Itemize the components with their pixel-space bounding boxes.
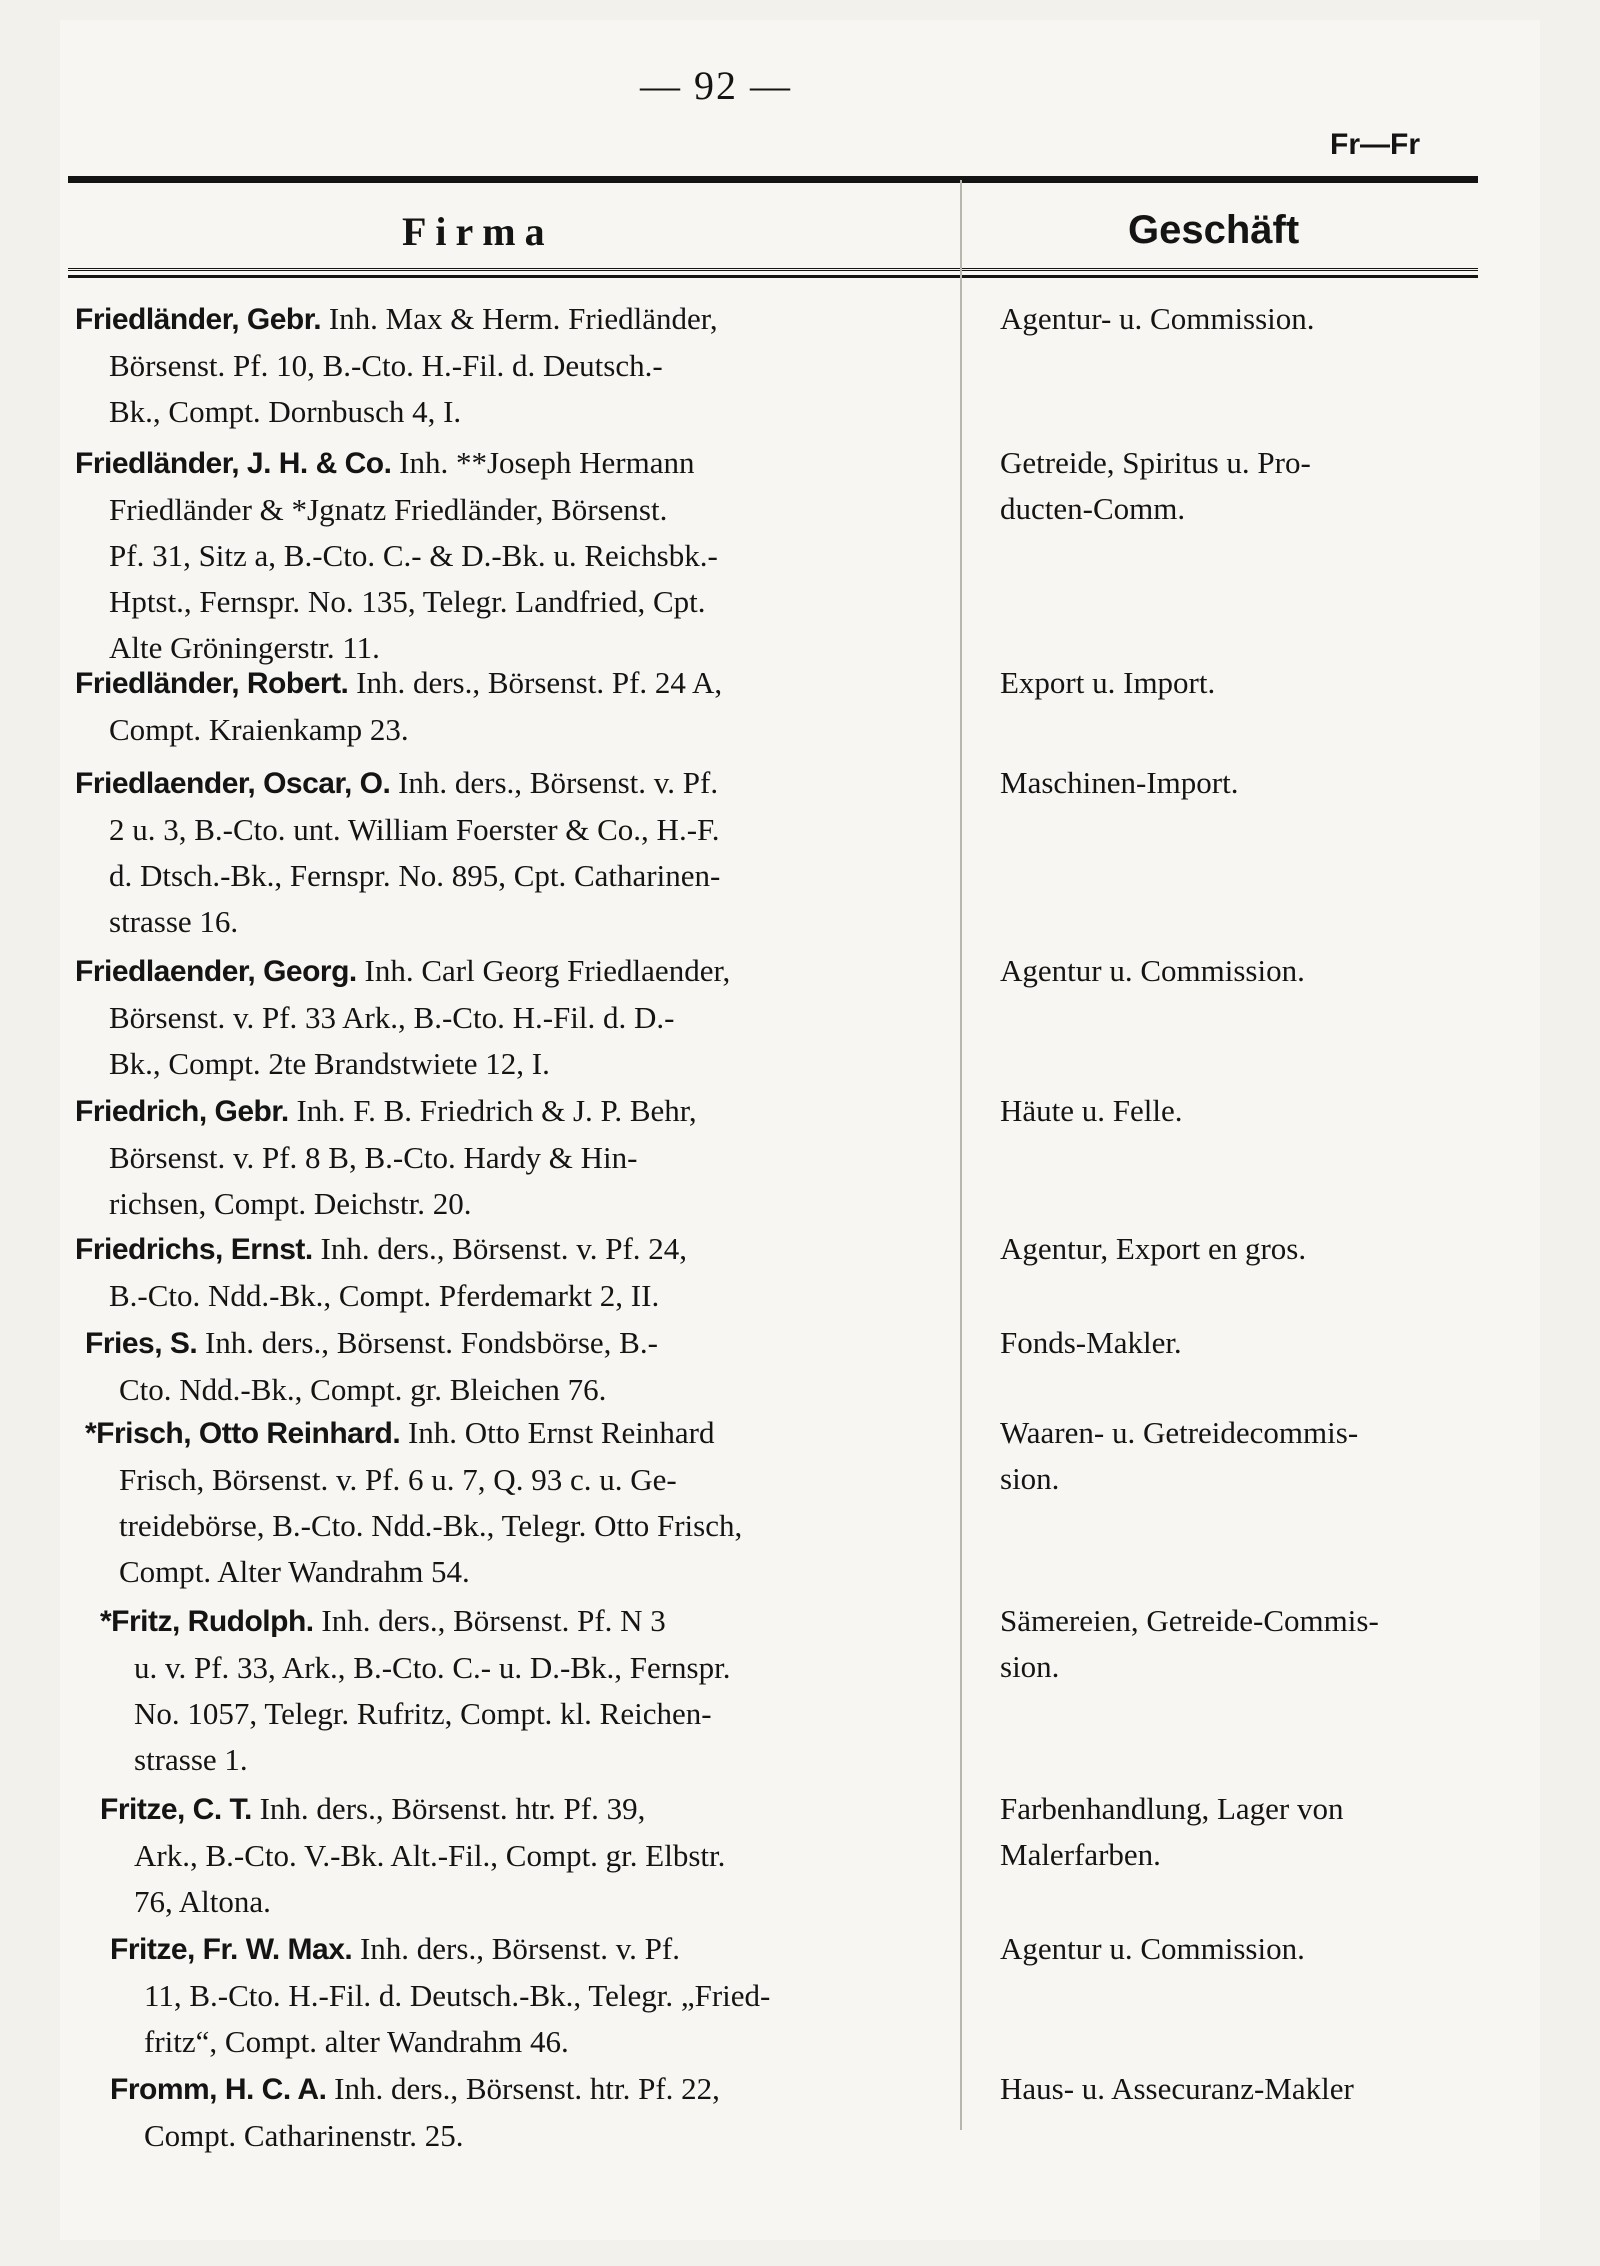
page-range-header: Fr—Fr: [1330, 128, 1420, 161]
firma-line: [75, 660, 955, 707]
geschaeft-line: Agentur, Export en gros.: [1000, 1231, 1307, 1266]
firma-line: [75, 440, 955, 487]
entry-geschaeft: [1000, 660, 1520, 706]
firma-line: richsen, Compt. Deichstr. 20.: [109, 1186, 472, 1221]
geschaeft-line: Sämereien, Getreide-Commis-: [1000, 1603, 1379, 1638]
geschaeft-line: Waaren- u. Getreidecommis-: [1000, 1415, 1359, 1450]
entry-geschaeft: [1000, 1320, 1520, 1366]
firm-name: Fritze, C. T.: [100, 1793, 252, 1826]
entry-geschaeft: [1000, 296, 1520, 342]
firma-line-text: Inh. ders., Börsenst. Fondsbörse, B.-: [197, 1325, 658, 1360]
geschaeft-line: Agentur- u. Commission.: [1000, 301, 1315, 336]
firma-line-text: Inh. ders., Börsenst. htr. Pf. 39,: [251, 1791, 646, 1826]
column-header-rule: [68, 268, 1478, 278]
firma-line: [110, 1926, 990, 1973]
firma-line: [75, 760, 955, 807]
firm-name: Friedlaender, Oscar, O.: [75, 767, 391, 800]
entry-geschaeft: [1000, 440, 1520, 532]
firma-line: [85, 1410, 965, 1457]
firma-line: [75, 948, 955, 995]
entry-geschaeft: [1000, 1088, 1520, 1134]
firma-line: Hptst., Fernspr. No. 135, Telegr. Landfried, Cpt.: [109, 584, 706, 619]
firma-line: Cto. Ndd.-Bk., Compt. gr. Bleichen 76.: [119, 1372, 607, 1407]
firma-line: Ark., B.-Cto. V.-Bk. Alt.-Fil., Compt. gr. Elbstr.: [134, 1838, 726, 1873]
firma-line: No. 1057, Telegr. Rufritz, Compt. kl. Reichen-: [134, 1696, 712, 1731]
firma-line: [75, 1226, 955, 1273]
firma-line: [75, 296, 955, 343]
firma-line: Börsenst. Pf. 10, B.-Cto. H.-Fil. d. Deutsch.-: [109, 348, 663, 383]
geschaeft-line: Farbenhandlung, Lager von: [1000, 1791, 1344, 1826]
firm-name: Fritze, Fr. W. Max.: [110, 1933, 353, 1966]
column-header-geschaeft: Geschäft: [1128, 208, 1300, 252]
geschaeft-line: sion.: [1000, 1649, 1060, 1684]
firma-line: [100, 1786, 980, 1833]
firma-line: [75, 1088, 955, 1135]
entry-firma: [100, 1786, 980, 1925]
geschaeft-line: sion.: [1000, 1461, 1060, 1496]
firma-line: Alte Gröningerstr. 11.: [109, 630, 380, 665]
firma-line: treidebörse, B.-Cto. Ndd.-Bk., Telegr. Otto Frisch,: [119, 1508, 743, 1543]
page-number: — 92 —: [640, 63, 792, 108]
geschaeft-line: Export u. Import.: [1000, 665, 1216, 700]
entry-firma: [75, 1226, 955, 1319]
firma-line-text: Inh. ders., Börsenst. v. Pf. 24,: [312, 1231, 688, 1266]
firma-line: Friedländer & *Jgnatz Friedländer, Börsenst.: [109, 492, 668, 527]
geschaeft-line: Malerfarben.: [1000, 1837, 1161, 1872]
firma-line-text: Inh. F. B. Friedrich & J. P. Behr,: [288, 1093, 697, 1128]
entry-firma: [75, 440, 955, 671]
firma-line: u. v. Pf. 33, Ark., B.-Cto. C.- u. D.-Bk., Fernspr.: [134, 1650, 731, 1685]
firma-line-text: Inh. ders., Börsenst. htr. Pf. 22,: [326, 2071, 720, 2106]
entry-firma: [85, 1410, 965, 1595]
entry-geschaeft: [1000, 1226, 1520, 1272]
geschaeft-line: Häute u. Felle.: [1000, 1093, 1183, 1128]
firm-name: Fries, S.: [85, 1327, 198, 1360]
entry-firma: [75, 660, 955, 753]
firma-line: Bk., Compt. Dornbusch 4, I.: [109, 394, 462, 429]
firma-line: 11, B.-Cto. H.-Fil. d. Deutsch.-Bk., Telegr. „Fried-: [144, 1978, 771, 2013]
firma-line: [85, 1320, 965, 1367]
firma-line: Frisch, Börsenst. v. Pf. 6 u. 7, Q. 93 c. u. Ge-: [119, 1462, 677, 1497]
firma-line-text: Inh. **Joseph Hermann: [391, 445, 695, 480]
firma-line: Börsenst. v. Pf. 8 B, B.-Cto. Hardy & Hin-: [109, 1140, 638, 1175]
column-header-firma: Firma: [402, 209, 554, 254]
geschaeft-line: ducten-Comm.: [1000, 491, 1186, 526]
firma-line-text: Inh. ders., Börsenst. Pf. 24 A,: [348, 665, 723, 700]
entry-firma: [75, 296, 955, 435]
firma-line-text: Inh. Otto Ernst Reinhard: [400, 1415, 715, 1450]
firma-line: B.-Cto. Ndd.-Bk., Compt. Pferdemarkt 2, II.: [109, 1278, 660, 1313]
geschaeft-line: Haus- u. Assecuranz-Makler: [1000, 2071, 1354, 2106]
firma-line: Compt. Catharinenstr. 25.: [144, 2118, 464, 2153]
firma-line: strasse 16.: [109, 904, 239, 939]
firm-name: Friedrichs, Ernst.: [75, 1233, 313, 1266]
entry-geschaeft: [1000, 1926, 1520, 1972]
geschaeft-line: Agentur u. Commission.: [1000, 953, 1305, 988]
geschaeft-line: Fonds-Makler.: [1000, 1325, 1182, 1360]
firma-line: Pf. 31, Sitz a, B.-Cto. C.- & D.-Bk. u. Reichsbk.-: [109, 538, 718, 573]
firma-line-text: Inh. ders., Börsenst. Pf. N 3: [313, 1603, 666, 1638]
entry-firma: [75, 760, 955, 945]
entry-firma: [75, 1088, 955, 1227]
entry-geschaeft: [1000, 2066, 1520, 2112]
geschaeft-line: Getreide, Spiritus u. Pro-: [1000, 445, 1311, 480]
firma-line: Börsenst. v. Pf. 33 Ark., B.-Cto. H.-Fil. d. D.-: [109, 1000, 675, 1035]
firma-line: strasse 1.: [134, 1742, 248, 1777]
entry-firma: [100, 1598, 980, 1783]
entry-geschaeft: [1000, 1598, 1520, 1690]
firma-line: d. Dtsch.-Bk., Fernspr. No. 895, Cpt. Catharinen-: [109, 858, 721, 893]
entry-firma: [85, 1320, 965, 1413]
firma-line-text: Inh. ders., Börsenst. v. Pf.: [390, 765, 719, 800]
firma-line-text: Inh. Max & Herm. Friedländer,: [321, 301, 718, 336]
firm-name: Friedländer, J. H. & Co.: [75, 447, 392, 480]
entry-geschaeft: [1000, 948, 1520, 994]
firm-name: Friedländer, Robert.: [75, 667, 349, 700]
entry-firma: [75, 948, 955, 1087]
firm-name: *Frisch, Otto Reinhard.: [85, 1417, 401, 1450]
firma-line-text: Inh. ders., Börsenst. v. Pf.: [352, 1931, 680, 1966]
geschaeft-line: Maschinen-Import.: [1000, 765, 1239, 800]
firm-name: *Fritz, Rudolph.: [100, 1605, 314, 1638]
firma-line: Compt. Alter Wandrahm 54.: [119, 1554, 470, 1589]
firma-line: 76, Altona.: [134, 1884, 271, 1919]
entry-firma: [110, 2066, 990, 2159]
firma-line: [100, 1598, 980, 1645]
firma-line-text: Inh. Carl Georg Friedlaender,: [356, 953, 731, 988]
firma-line: fritz“, Compt. alter Wandrahm 46.: [144, 2024, 569, 2059]
firm-name: Fromm, H. C. A.: [110, 2073, 327, 2106]
firma-line: Bk., Compt. 2te Brandstwiete 12, I.: [109, 1046, 550, 1081]
firma-line: [110, 2066, 990, 2113]
firma-line: 2 u. 3, B.-Cto. unt. William Foerster & Co., H.-F.: [109, 812, 720, 847]
geschaeft-line: Agentur u. Commission.: [1000, 1931, 1305, 1966]
entry-firma: [110, 1926, 990, 2065]
firm-name: Friedländer, Gebr.: [75, 303, 322, 336]
entry-geschaeft: [1000, 1410, 1520, 1502]
header-rule: [68, 176, 1478, 183]
firma-line: Compt. Kraienkamp 23.: [109, 712, 409, 747]
firm-name: Friedlaender, Georg.: [75, 955, 357, 988]
firm-name: Friedrich, Gebr.: [75, 1095, 289, 1128]
entry-geschaeft: [1000, 760, 1520, 806]
entry-geschaeft: [1000, 1786, 1520, 1878]
